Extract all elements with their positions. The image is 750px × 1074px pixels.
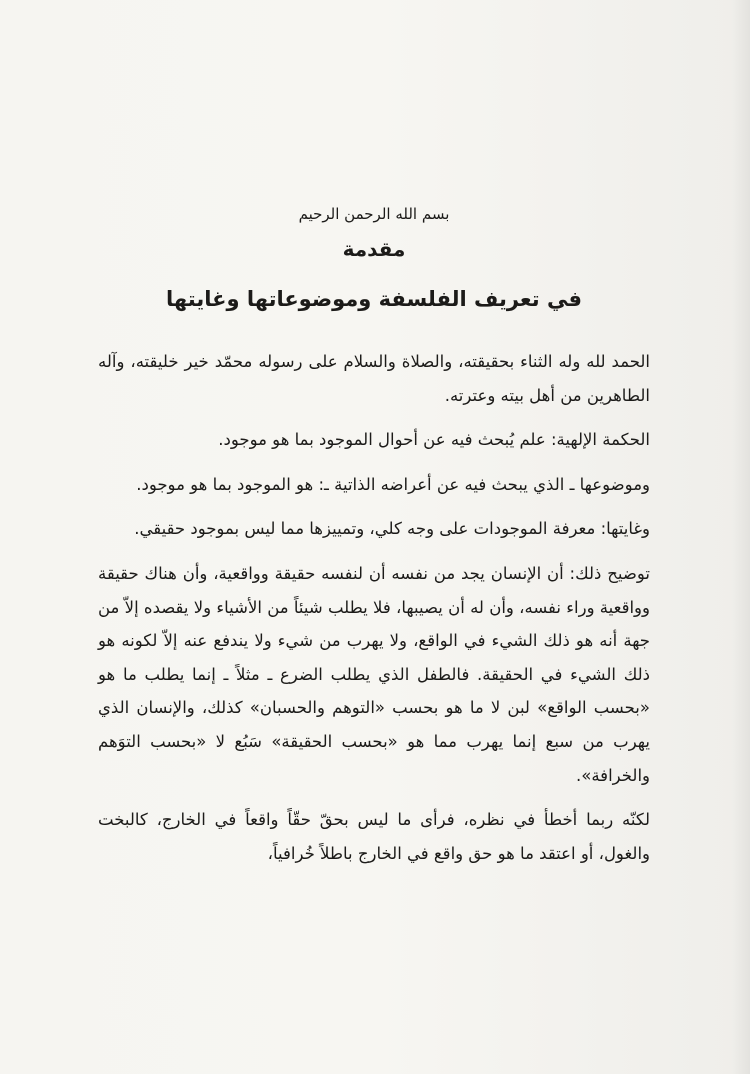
page-content — [98, 205, 650, 881]
paragraph-goal: وغايتها: معرفة الموجودات على وجه كلي، وتمييزها مما ليس بموجود حقيقي. — [134, 519, 650, 539]
page-edge-shadow — [732, 0, 750, 1074]
page-title: مقدمة — [342, 237, 406, 261]
paragraph-praise: الحمد لله وله الثناء بحقيقته، والصلاة والسلام على رسوله محمّد خير خليقته، وآله الطاهرين من أهل بيته وعترته. — [98, 352, 650, 405]
paragraph-error: لكنّه ربما أخطأ في نظره، فرأى ما ليس بحقّ حقّاً واقعاً في الخارج، كالبخت والغول، أو اعتقد ما هو حق واقع في الخارج باطلاً خُرافياً، — [98, 810, 650, 863]
basmala: بسم الله الرحمن الرحيم — [298, 205, 450, 223]
paragraph-definition: الحكمة الإلهية: علم يُبحث فيه عن أحوال الموجود بما هو موجود. — [218, 430, 650, 450]
paragraph-subject: وموضوعها ـ الذي يبحث فيه عن أعراضه الذاتية ـ: هو الموجود بما هو موجود. — [136, 474, 650, 494]
page-subtitle: في تعريف الفلسفة وموضوعاتها وغايتها — [166, 287, 582, 311]
paragraph-explanation: توضيح ذلك: أن الإنسان يجد من نفسه أن لنفسه حقيقة وواقعية، وأن هناك حقيقة وواقعية وراء نفسه، وأن له أن يصيبها، فلا يطلب شيئاً من الأشياء ولا يقصده إلاّ من جهة أنه هو ذلك الشيء في الواقع، ولا يهرب من شيء ولا يندفع عنه إلاّ لكونه هو ذلك الشيء في الحقيقة. فالطفل الذي يطلب الضرع ـ مثلاً ـ إنما يطلب ما هو «بحسب الواقع» لبن لا ما هو بحسب «التوهم والحسبان» كذلك، والإنسان الذي يهرب من سبع إنما يهرب مما هو «بحسب الحقيقة» سَبُع لا «بحسب التوَهم والخرافة». — [98, 563, 650, 785]
